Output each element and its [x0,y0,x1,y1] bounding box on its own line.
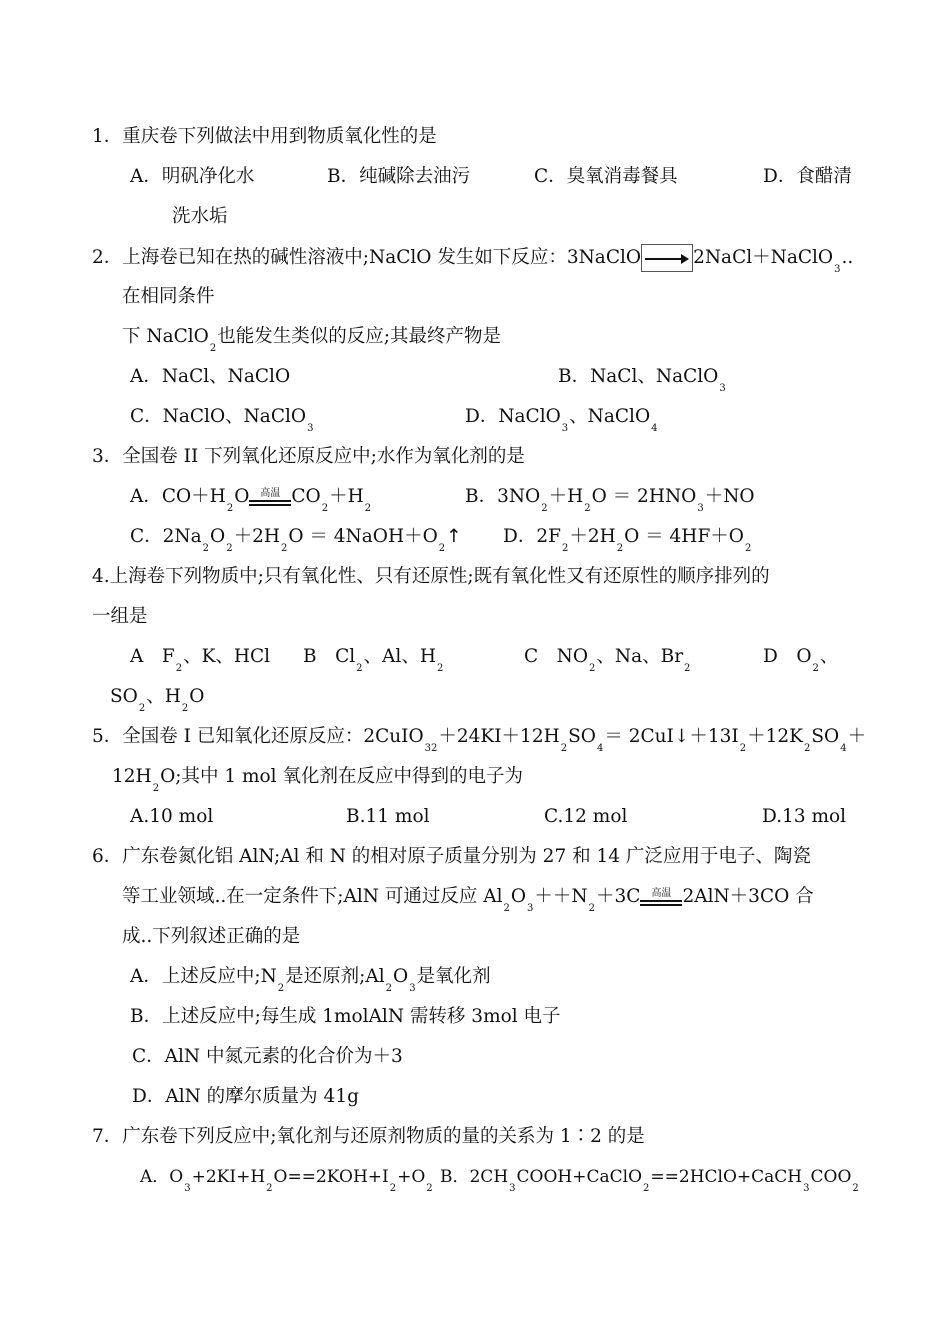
question-text: 2NaCl＋NaClO [693,247,834,268]
question-text: ＋ [847,726,867,747]
question-text: ＋12K [747,726,803,747]
question-2-option-b [558,364,727,394]
option-text: 是氧化剂 [416,966,491,987]
question-4-option-c [524,644,691,674]
subscript: 4 [596,743,604,754]
subscript: 2 [277,983,285,994]
option-text: O [234,486,250,507]
question-6-option-a [130,964,491,994]
option-text: B．纯碱除去油污 [327,166,471,187]
option-text: O==2KOH+I [273,1167,389,1187]
option-text: A F [130,646,175,667]
question-6-stem [92,844,811,870]
subscript: 2 [684,663,691,674]
option-text: C．臭氧消毒餐具 [534,166,678,187]
question-3-stem [92,444,525,470]
subscript: 3 [527,903,534,914]
option-text: ＋H [329,486,364,507]
option-text: C NO [524,646,589,667]
question-text: 2．上海卷已知在热的碱性溶液中;NaClO 发生如下反应：3NaClO [92,247,642,268]
question-7-stem [92,1124,645,1150]
question-5-option-d [762,804,846,830]
question-text: ＋24KI＋12H [438,726,560,747]
question-text: 3．全国卷 II 下列氧化还原反应中;水作为氧化剂的是 [92,446,525,467]
option-text: A．O [140,1167,184,1187]
subscript: 2 [643,1183,650,1194]
subscript: 2 [561,543,569,554]
option-text: C.12 mol [544,806,628,827]
question-2-option-d [465,404,659,434]
question-3-option-b [465,484,755,514]
option-text: D．NaClO [465,406,561,427]
equals-mark [640,900,682,906]
option-text: B．3NO [465,486,541,507]
question-1-stem [92,124,437,150]
option-text: 、Na、Br [596,646,684,667]
question-6-option-c [132,1044,403,1070]
option-text: B．NaCl、NaClO [558,366,719,387]
question-text: ＝ 2CuI↓＋13I [604,726,739,747]
subscript: 2 [226,543,233,554]
subscript: 2 [226,503,234,514]
equals-mark [249,500,291,506]
question-text: O [510,886,527,907]
option-text: O ＝ 4HF＋O [624,526,744,547]
option-text: O [189,686,205,707]
reaction-box [641,244,693,272]
subscript: 2 [202,543,210,554]
option-text: 是还原剂;Al [285,966,385,987]
subscript: 3 [184,1183,191,1194]
question-5-option-b [346,804,430,830]
subscript: 2 [803,743,811,754]
question-2-stem [92,244,854,275]
subscript: 3 [561,423,569,434]
question-text: 在相同条件 [122,286,215,307]
question-text: 1．重庆卷下列做法中用到物质氧化性的是 [92,126,437,147]
subscript: 2 [280,543,288,554]
question-text: 2AlN＋3CO 合 [682,886,814,907]
subscript: 2 [744,543,752,554]
subscript: 3 [719,383,726,394]
option-text: D.13 mol [762,806,847,827]
option-text: O ＝ 4NaOH＋O [288,526,438,547]
question-text: 5．全国卷 I 已知氧化还原反应：2CuIO [92,726,424,747]
question-7-option-a [140,1164,434,1194]
option-text: B．2CH [440,1167,509,1187]
question-text: 12H [112,766,152,787]
question-text: SO [568,726,596,747]
subscript: 2 [560,743,568,754]
question-text: ＋3C [596,886,641,907]
option-text: B Cl [303,646,356,667]
question-1-option-b [327,164,470,190]
subscript: 2 [616,543,624,554]
option-text: COO [810,1167,852,1187]
subscript: 2 [356,663,363,674]
option-text: CO [291,486,321,507]
option-text: D O [763,646,812,667]
subscript: 2 [541,503,548,514]
question-text: 一组是 [92,606,148,627]
subscript: 2 [739,743,747,754]
subscript: 2 [438,543,446,554]
question-text: 4.上海卷下列物质中;只有氧化性、只有还原性;既有氧化性又有还原性的顺序排列的 [92,566,770,587]
question-text: 下 NaClO [122,326,209,347]
subscript: 2 [436,663,444,674]
subscript: 3 [834,264,841,275]
question-text: 等工业领域..在一定条件下;AlN 可通过反应 Al [122,886,503,907]
question-6-option-b [130,1004,561,1030]
option-text: C．NaClO、NaClO [130,406,307,427]
subscript: 2 [266,1183,273,1194]
option-text: +2KI+H [191,1167,266,1187]
subscript: 2 [852,1183,859,1194]
question-6-option-d [132,1084,359,1110]
question-text: .. [841,247,854,268]
question-2-stem-l3 [122,324,501,354]
subscript: 2 [426,1183,433,1194]
option-text: D．AlN 的摩尔质量为 41g [132,1086,359,1107]
option-text: O [210,526,226,547]
subscript: 3 [697,503,704,514]
subscript: 2 [588,903,595,914]
subscript: 2 [321,503,329,514]
reaction-condition [640,889,682,906]
option-text: O [393,966,409,987]
subscript: 4 [840,743,847,754]
question-5-stem-l2 [112,764,523,794]
question-text: 7．广东卷下列反应中;氧化剂与还原剂物质的量的关系为 1∶2 的是 [92,1126,645,1147]
subscript: 3 [307,423,314,434]
question-text: O;其中 1 mol 氧化剂在反应中得到的电子为 [160,766,523,787]
arrow-icon [645,253,689,263]
subscript: 2 [181,703,189,714]
subscript: 2 [138,703,146,714]
question-1-option-d-cont [172,204,228,230]
option-text: ＋2H [569,526,616,547]
subscript: 2 [584,503,591,514]
subscript: 2 [589,663,596,674]
question-2-option-c [130,404,314,434]
option-text: 、H [146,686,181,707]
question-6-stem-l2 [122,884,814,914]
option-text: O ＝ 2HNO [591,486,697,507]
subscript: 2 [209,343,217,354]
option-text: SO [110,686,138,707]
option-text: ==2HClO+CaCH [650,1167,803,1187]
option-text: +O [397,1167,426,1187]
question-4-stem-l2 [92,604,148,630]
subscript: 32 [424,743,438,754]
subscript: 2 [385,983,393,994]
option-text: 、K、HCl [183,646,271,667]
question-4-option-b [303,644,444,674]
option-text: A.10 mol [130,806,214,827]
condition-label: 高温 [651,887,672,899]
question-2-option-a [130,364,290,390]
subscript: 2 [389,1183,397,1194]
option-text: 洗水垢 [172,206,228,227]
question-3-option-a [130,484,372,514]
option-text: A．CO＋H [130,486,226,507]
option-text: A．NaCl、NaClO [130,366,291,387]
subscript: 2 [503,903,510,914]
question-text: 6．广东卷氮化铝 AlN;Al 和 N 的相对原子质量分别为 27 和 14 广泛应用于电子、陶瓷 [92,846,811,867]
subscript: 3 [509,1183,516,1194]
subscript: 2 [364,503,372,514]
option-text: COOH+CaClO [516,1167,643,1187]
option-text: 、NaClO [569,406,651,427]
question-5-option-c [544,804,627,830]
option-text: ＋NO [704,486,755,507]
subscript: 3 [409,983,416,994]
option-text: D．2F [503,526,561,547]
option-text: C．AlN 中氮元素的化合价为＋3 [132,1046,403,1067]
option-text: A．明矾净化水 [130,166,255,187]
subscript: 2 [175,663,183,674]
question-3-option-c [130,524,462,554]
option-text: C．2Na [130,526,202,547]
question-1-option-c [534,164,678,190]
question-4-option-a [130,644,271,674]
option-text: ＋H [548,486,584,507]
option-text: A．上述反应中;N [130,966,277,987]
option-text: 、Al、H [363,646,436,667]
question-text: SO [811,726,840,747]
option-text: 、 [819,646,839,667]
option-text: ＋2H [233,526,280,547]
reaction-condition [249,489,291,506]
question-4-stem [92,564,770,590]
subscript: 2 [152,783,160,794]
question-5-option-a [130,804,213,830]
question-3-option-d [503,524,752,554]
option-text: D．食醋清 [763,166,852,187]
question-text: ＋＋N [534,886,588,907]
question-5-stem [92,724,867,754]
subscript: 4 [651,423,658,434]
question-6-stem-l3 [122,924,300,950]
question-text: 成..下列叙述正确的是 [122,926,301,947]
subscript: 3 [803,1183,810,1194]
question-1-option-d [763,164,852,190]
question-4-option-d [763,644,839,674]
arrow-up-icon: ↑ [446,526,462,547]
question-4-option-d-cont [110,684,205,714]
subscript: 2 [812,663,819,674]
option-text: B.11 mol [346,806,430,827]
question-1-option-a [130,164,254,190]
condition-label: 高温 [260,487,281,499]
question-text: 也能发生类似的反应;其最终产物是 [217,326,501,347]
question-2-stem-l2 [122,284,215,310]
option-text: B．上述反应中;每生成 1molAlN 需转移 3mol 电子 [130,1006,561,1027]
question-7-option-b [440,1164,860,1194]
